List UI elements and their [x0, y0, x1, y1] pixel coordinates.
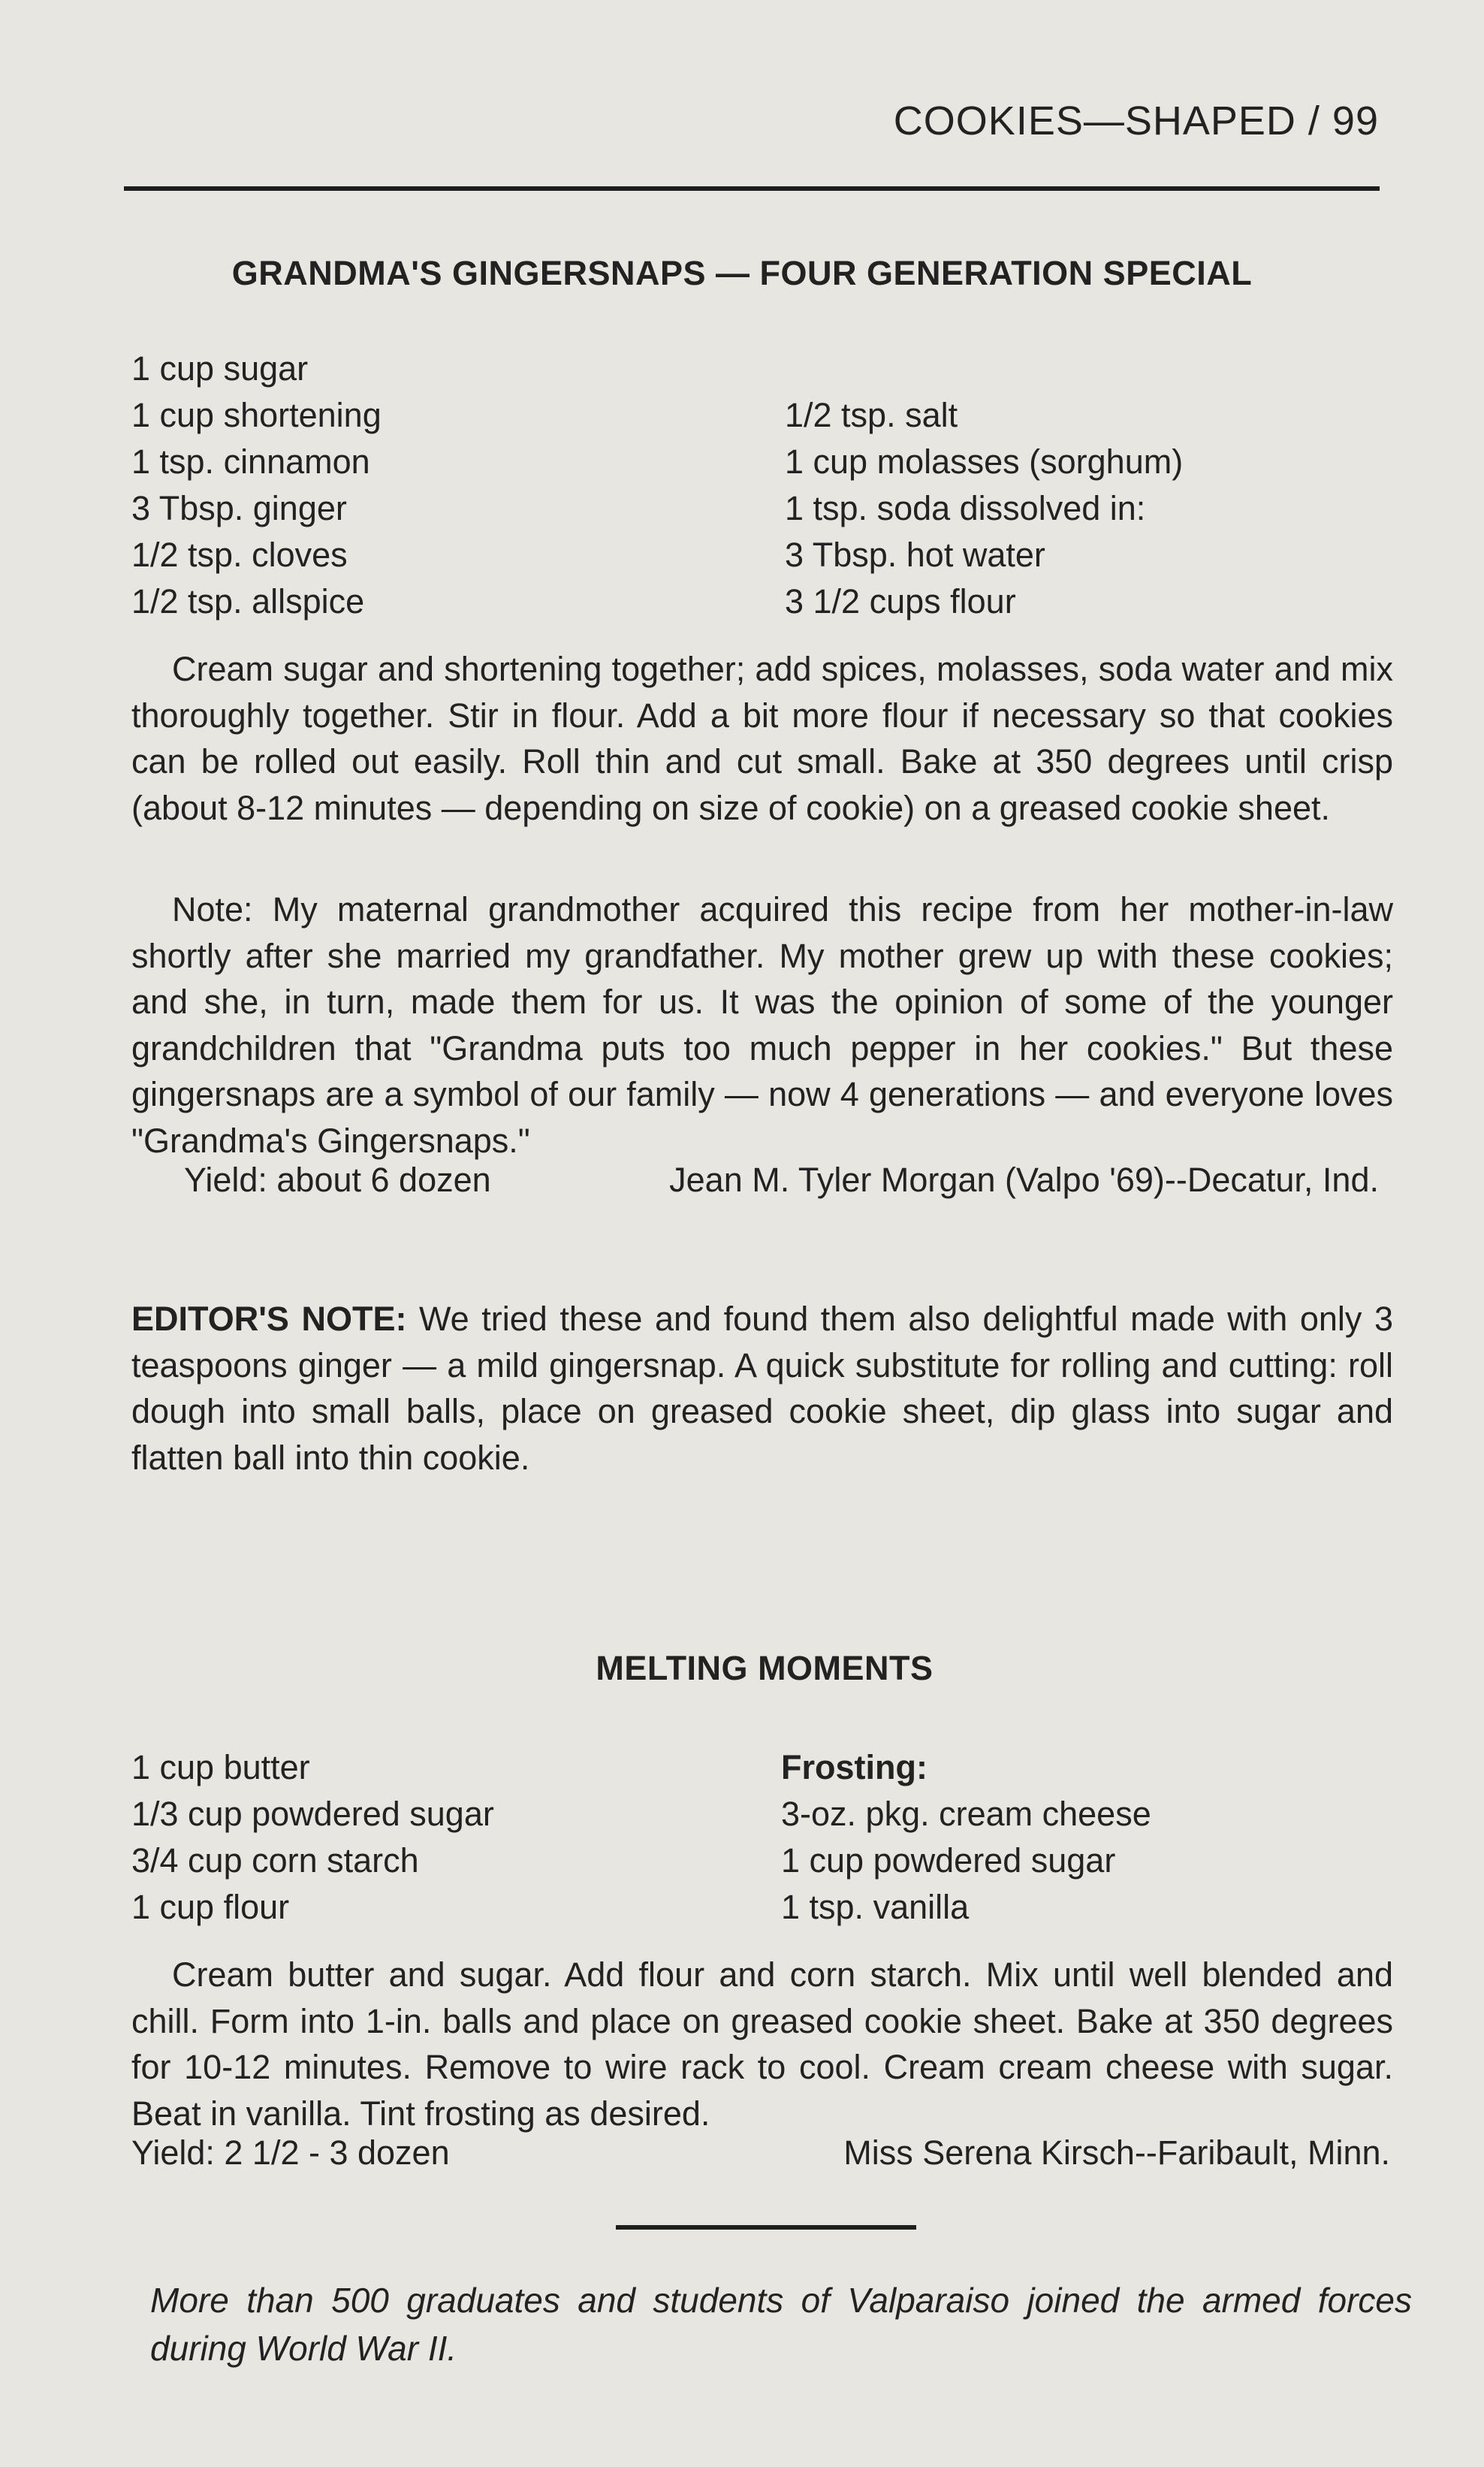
running-header: COOKIES—SHAPED / 99	[893, 98, 1379, 143]
ingredient-item: 1/2 tsp. allspice	[131, 582, 365, 621]
header-rule	[124, 186, 1380, 191]
ingredient-item: 1 cup molasses (sorghum)	[785, 442, 1184, 481]
yield-melting-moments: Yield: 2 1/2 - 3 dozen	[131, 2133, 450, 2172]
ingredients-right-gingersnaps	[785, 392, 1183, 625]
contributor-gingersnaps: Jean M. Tyler Morgan (Valpo '69)--Decatur, Ind.	[669, 1161, 1379, 1199]
frosting-item: 1 tsp. vanilla	[781, 1888, 970, 1926]
ingredient-item: 3 1/2 cups flour	[785, 582, 1016, 621]
ingredient-item: 3 Tbsp. hot water	[785, 536, 1045, 574]
yield-gingersnaps: Yield: about 6 dozen	[184, 1161, 491, 1199]
ingredients-left-gingersnaps	[131, 346, 382, 625]
editor-note-label: EDITOR'S NOTE:	[131, 1300, 407, 1338]
contributor-melting-moments: Miss Serena Kirsch--Faribault, Minn.	[843, 2133, 1390, 2172]
ingredient-item: 1/2 tsp. cloves	[131, 536, 348, 574]
frosting-label: Frosting:	[781, 1748, 928, 1786]
recipe-title-gingersnaps: GRANDMA'S GINGERSNAPS — FOUR GENERATION SPECIAL	[231, 254, 1253, 292]
editor-note-text: We tried these and found them also delightful made with only 3 teaspoons ginger — a mild gingersnap. A quick substitute for rolling and cutting: roll dough into small balls, place on greased cookie sheet, dip glass into sugar and flatten ball into thin cookie.	[131, 1300, 1393, 1477]
ingredient-item: 1/3 cup powdered sugar	[131, 1795, 494, 1833]
frosting-item: 1 cup powdered sugar	[781, 1841, 1116, 1880]
instructions-gingersnaps: Cream sugar and shortening together; add spices, molasses, soda water and mix thoroughly together. Stir in flour. Add a bit more flour if necessary so that cookies can be rolled out easily. Roll thin and cut small. Bake at 350 degrees until crisp (about 8-12 minutes — depending on size of cookie) on a greased cookie sheet.	[131, 650, 1393, 827]
instructions-melting-moments: Cream butter and sugar. Add flour and corn starch. Mix until well blended and chill. Form into 1-in. balls and place on greased cookie sheet. Bake at 350 degrees for 10-12 minutes. Remove to wire rack to cool. Cream cream cheese with sugar. Beat in vanilla. Tint frosting as desired.	[131, 1955, 1393, 2133]
ingredient-item: 1 cup shortening	[131, 396, 382, 434]
ingredient-item: 1 cup butter	[131, 1748, 310, 1786]
ingredient-item: 1 tsp. cinnamon	[131, 442, 370, 481]
frosting-list	[781, 1744, 1151, 1931]
frosting-item: 3-oz. pkg. cream cheese	[781, 1795, 1151, 1833]
ingredient-item: 1 cup flour	[131, 1888, 290, 1926]
footnote-valparaiso: More than 500 graduates and students of Valparaiso joined the armed forces during World War II.	[150, 2281, 1412, 2368]
ingredients-left-melting-moments	[131, 1744, 494, 1931]
ingredient-item: 1 tsp. soda dissolved in:	[785, 489, 1146, 527]
section-divider	[616, 2225, 916, 2230]
ingredient-item: 1 cup sugar	[131, 349, 309, 388]
ingredient-item: 1/2 tsp. salt	[785, 396, 958, 434]
recipe-title-melting-moments: MELTING MOMENTS	[596, 1649, 934, 1687]
ingredient-item: 3/4 cup corn starch	[131, 1841, 419, 1880]
note-gingersnaps: Note: My maternal grandmother acquired this recipe from her mother-in-law shortly after she married my grandfather. My mother grew up with these cookies; and she, in turn, made them for us. It was the opinion of some of the younger grandchildren that "Grandma puts too much pepper in her cookies." But these gingersnaps are a symbol of our family — now 4 generations — and everyone loves "Grandma's Gingersnaps."	[131, 890, 1393, 1160]
editor-note	[131, 1296, 1393, 1481]
ingredient-item: 3 Tbsp. ginger	[131, 489, 347, 527]
